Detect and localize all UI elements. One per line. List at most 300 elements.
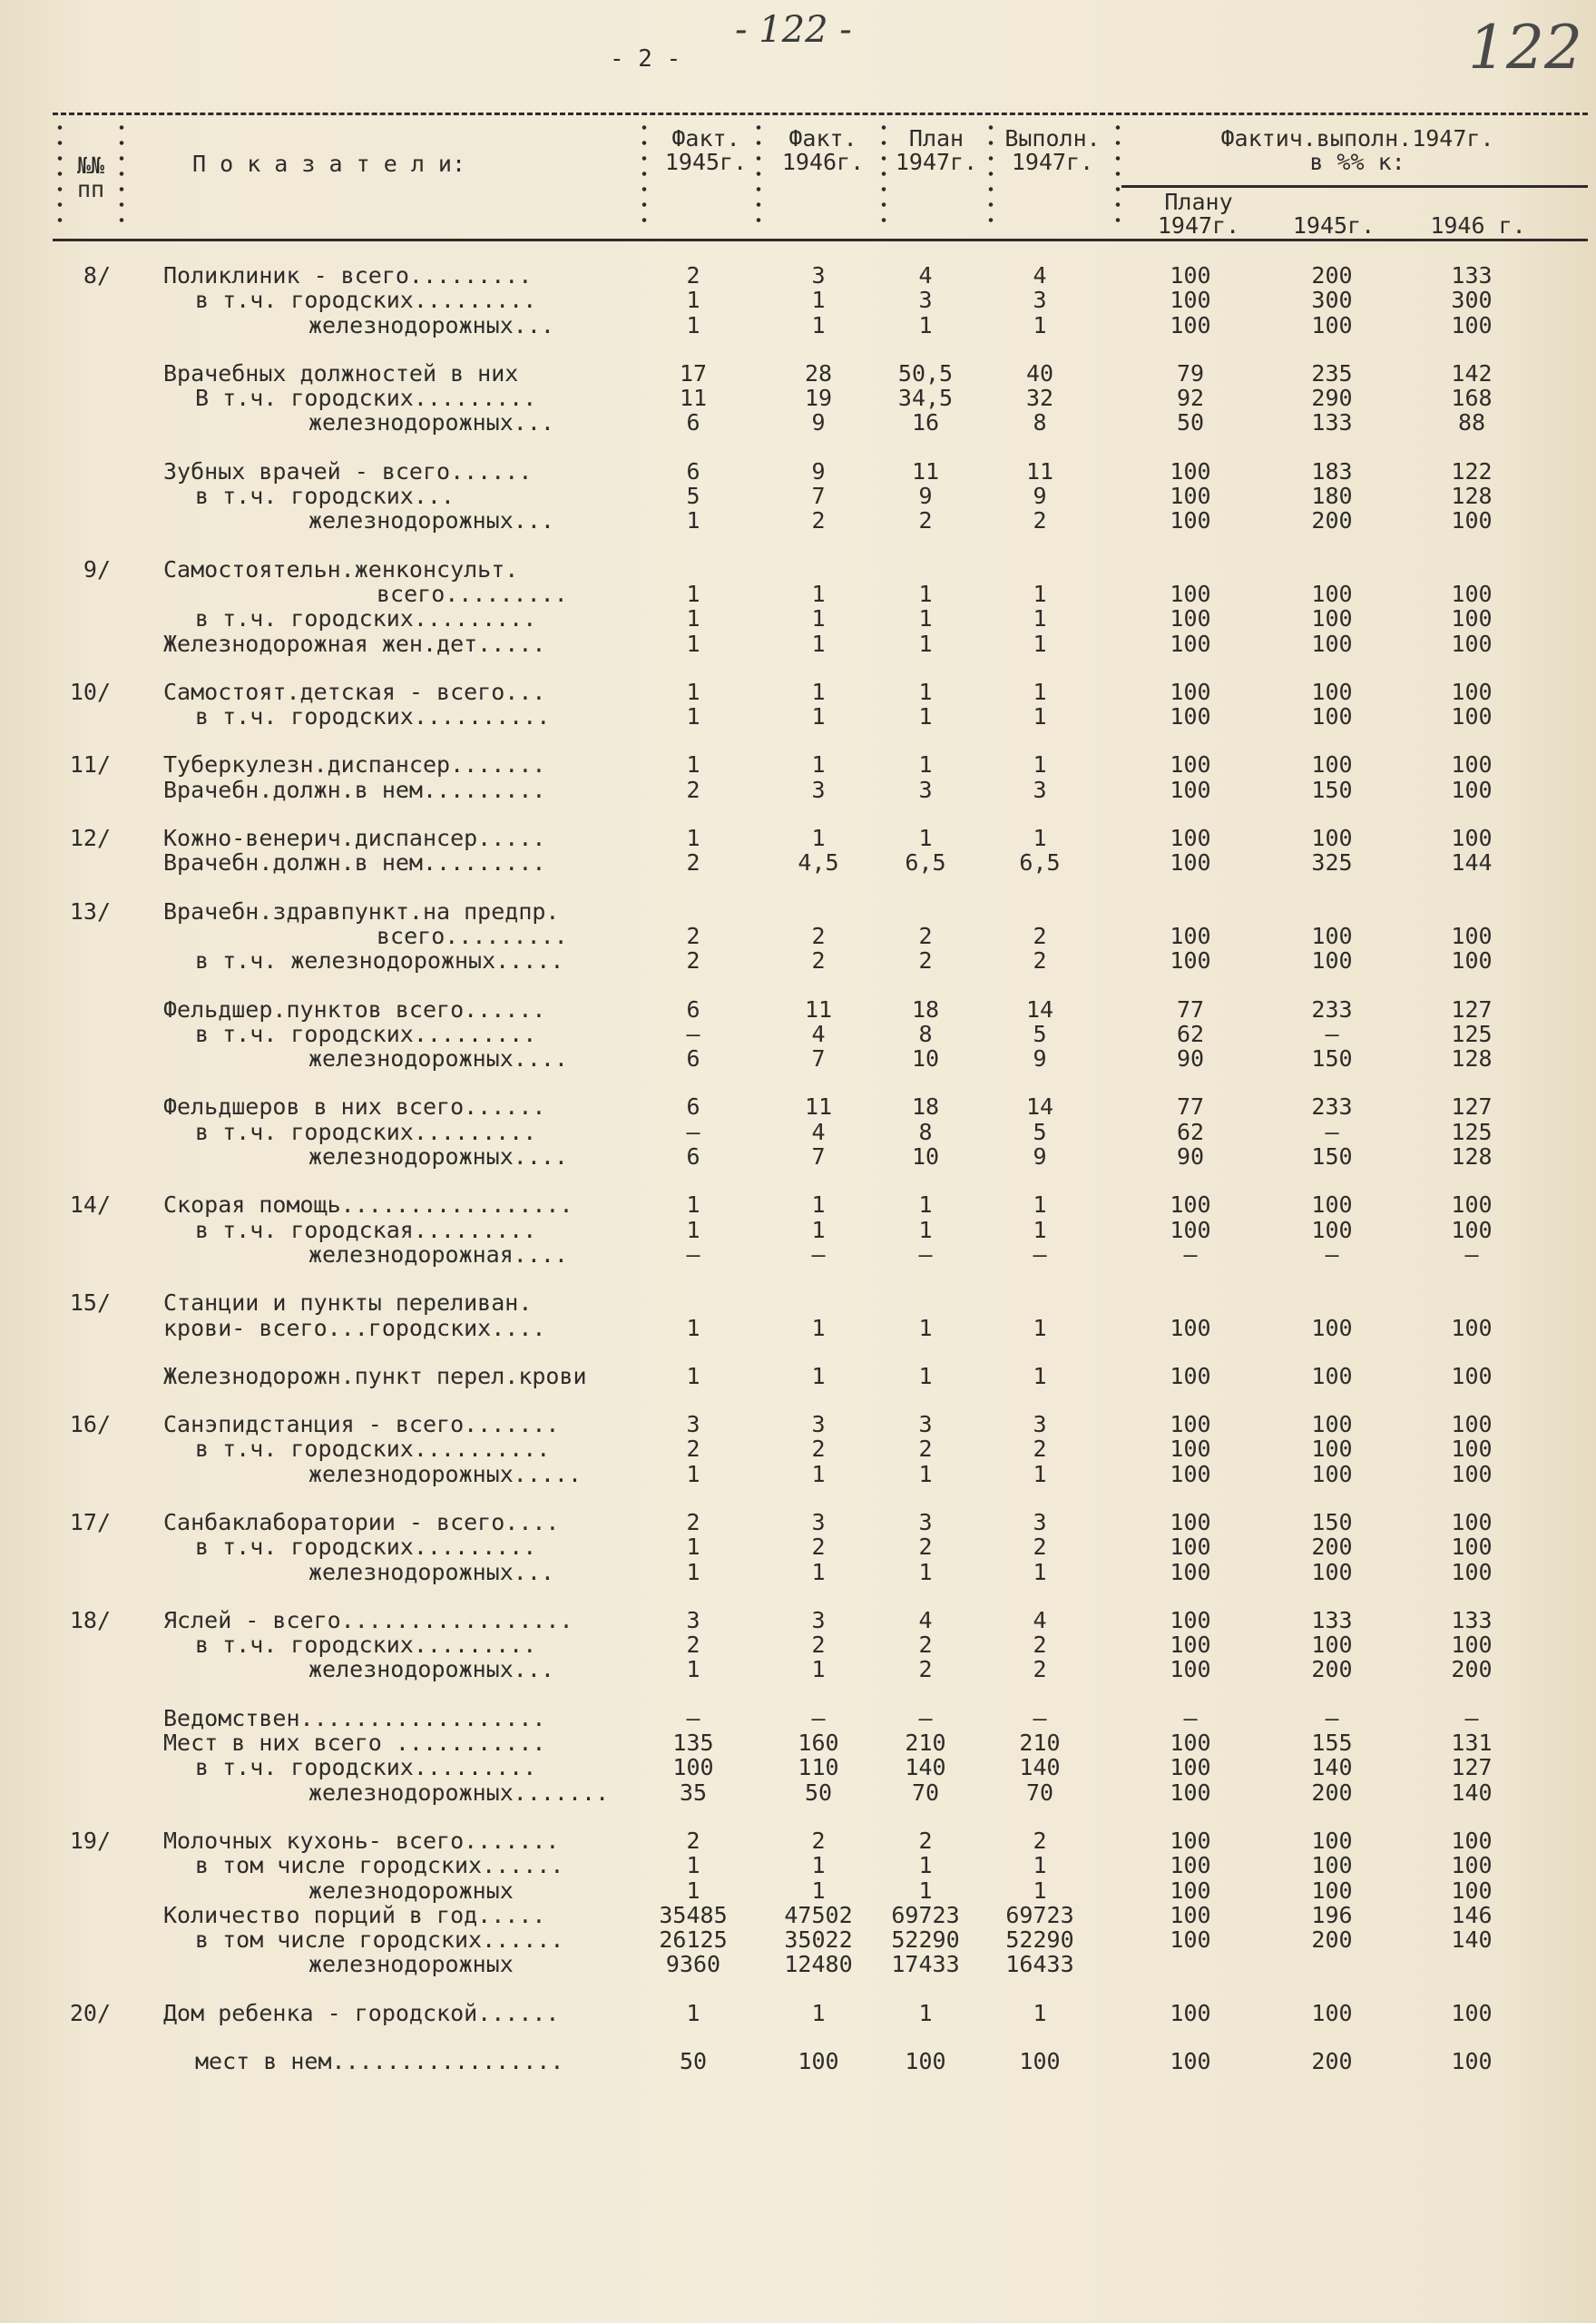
row-value: – bbox=[1033, 1704, 1047, 1731]
row-value: 5 bbox=[1033, 1118, 1047, 1145]
row-label: Санбаклаборатории - всего.... bbox=[163, 1508, 560, 1535]
row-value: 200 bbox=[1311, 2048, 1353, 2075]
table-row bbox=[0, 778, 1596, 802]
row-value: 1 bbox=[811, 1314, 826, 1341]
row-value: 100 bbox=[1311, 1191, 1353, 1219]
table-row bbox=[0, 899, 1596, 924]
row-value: 100 bbox=[1170, 1436, 1211, 1463]
row-value: 3 bbox=[811, 1606, 826, 1633]
row-value: 2 bbox=[686, 1508, 700, 1535]
row-value: 100 bbox=[1170, 580, 1211, 607]
row-value: 233 bbox=[1311, 995, 1353, 1023]
row-value: 100 bbox=[798, 2048, 839, 2075]
row-value: 100 bbox=[1170, 1411, 1211, 1438]
row-value: 200 bbox=[1311, 507, 1353, 534]
row-value: 100 bbox=[1170, 1314, 1211, 1341]
row-value: 6 bbox=[686, 457, 700, 485]
row-value: 1 bbox=[686, 605, 700, 632]
row-value: 100 bbox=[1311, 1558, 1353, 1585]
table-row bbox=[0, 1927, 1596, 1952]
row-value: 2 bbox=[918, 1436, 933, 1463]
row-value: 1 bbox=[1033, 825, 1047, 852]
row-number: 9/ bbox=[83, 555, 111, 583]
row-label: Железнодорожн.пункт перел.крови bbox=[163, 1362, 587, 1389]
row-label: Молочных кухонь- всего....... bbox=[163, 1827, 560, 1854]
row-value: 2 bbox=[686, 922, 700, 949]
row-value: 17 bbox=[679, 359, 708, 387]
row-value: 100 bbox=[1451, 751, 1493, 779]
row-value: 100 bbox=[1451, 1460, 1493, 1487]
row-value: – bbox=[1325, 1704, 1339, 1731]
row-label: железнодорожных bbox=[308, 1951, 514, 1978]
row-value: 140 bbox=[1019, 1754, 1061, 1781]
row-value: 100 bbox=[1170, 1606, 1211, 1633]
row-value: 2 bbox=[1033, 1656, 1047, 1683]
row-value: 70 bbox=[911, 1779, 940, 1806]
row-label: мест в нем................. bbox=[195, 2048, 564, 2075]
row-value: 200 bbox=[1451, 1656, 1493, 1683]
row-value: 34,5 bbox=[897, 385, 954, 412]
row-label: в т.ч. городских......... bbox=[195, 1632, 537, 1659]
row-value: – bbox=[811, 1704, 826, 1731]
header-percent-1946: 1946 г. bbox=[1430, 212, 1526, 239]
row-value: 100 bbox=[1451, 580, 1493, 607]
row-value: 1 bbox=[1033, 1362, 1047, 1389]
row-number: 12/ bbox=[69, 825, 111, 852]
row-value: 35 bbox=[679, 1779, 708, 1806]
row-value: 100 bbox=[1451, 605, 1493, 632]
row-spacer bbox=[0, 729, 1596, 752]
row-value: 70 bbox=[1025, 1779, 1054, 1806]
row-value: 200 bbox=[1311, 1656, 1353, 1683]
row-value: 4 bbox=[811, 1020, 826, 1047]
row-value: 6 bbox=[686, 995, 700, 1023]
row-value: 1 bbox=[811, 825, 826, 852]
row-value: 1 bbox=[811, 1460, 826, 1487]
row-value: – bbox=[686, 1118, 700, 1145]
row-value: 2 bbox=[686, 849, 700, 877]
row-value: 125 bbox=[1451, 1020, 1493, 1047]
row-number: 19/ bbox=[69, 1827, 111, 1854]
row-value: 1 bbox=[1033, 630, 1047, 657]
table-row bbox=[0, 680, 1596, 704]
table-row bbox=[0, 1853, 1596, 1877]
handwritten-page-number-corner: 122 bbox=[1468, 13, 1582, 83]
row-label: Железнодорожная жен.дет..... bbox=[163, 630, 546, 657]
row-label: в т.ч. городских.......... bbox=[195, 1436, 551, 1463]
row-value: 150 bbox=[1311, 776, 1353, 803]
row-value: 2 bbox=[918, 1534, 933, 1561]
row-value: 4 bbox=[918, 262, 933, 289]
table-row bbox=[0, 1462, 1596, 1486]
row-value: 100 bbox=[1451, 2048, 1493, 2075]
row-value: 6 bbox=[686, 409, 700, 436]
header-plan-1947: План 1947г. bbox=[895, 125, 978, 175]
row-value: 1 bbox=[686, 1656, 700, 1683]
row-value: 325 bbox=[1311, 849, 1353, 877]
table-row bbox=[0, 850, 1596, 875]
table-row bbox=[0, 2001, 1596, 2025]
row-value: 100 bbox=[1170, 1779, 1211, 1806]
row-number: 15/ bbox=[69, 1289, 111, 1317]
row-value: 52290 bbox=[1005, 1926, 1074, 1954]
header-done-1947: Выполн. 1947г. bbox=[1004, 125, 1101, 175]
row-value: 35485 bbox=[659, 1901, 728, 1928]
row-label: Фельдшер.пунктов всего...... bbox=[163, 995, 546, 1023]
table-row bbox=[0, 557, 1596, 582]
row-value: 1 bbox=[811, 1558, 826, 1585]
row-value: 127 bbox=[1451, 1754, 1493, 1781]
row-value: 1 bbox=[686, 287, 700, 314]
row-value: 90 bbox=[1176, 1143, 1205, 1171]
row-label: в том числе городских...... bbox=[195, 1852, 564, 1879]
table-row bbox=[0, 752, 1596, 777]
row-value: – bbox=[811, 1240, 826, 1268]
row-value: 131 bbox=[1451, 1730, 1493, 1757]
row-value: 28 bbox=[804, 359, 833, 387]
row-value: 100 bbox=[1311, 605, 1353, 632]
row-spacer bbox=[0, 802, 1596, 826]
row-value: 100 bbox=[1311, 1411, 1353, 1438]
row-value: – bbox=[1325, 1118, 1339, 1145]
row-label: В т.ч. городских......... bbox=[195, 385, 537, 412]
row-value: 6 bbox=[686, 1093, 700, 1121]
table-row bbox=[0, 948, 1596, 973]
row-value: 1 bbox=[918, 1191, 933, 1219]
table-row bbox=[0, 1144, 1596, 1169]
row-label: Фельдшеров в них всего...... bbox=[163, 1093, 546, 1121]
table-row bbox=[0, 924, 1596, 948]
row-value: 6 bbox=[686, 1045, 700, 1073]
table-row bbox=[0, 1952, 1596, 1976]
table-row bbox=[0, 410, 1596, 435]
row-value: 100 bbox=[1311, 1632, 1353, 1659]
row-value: 133 bbox=[1311, 409, 1353, 436]
row-value: 62 bbox=[1176, 1020, 1205, 1047]
row-value: 8 bbox=[1033, 409, 1047, 436]
table-row bbox=[0, 1510, 1596, 1534]
row-number: 13/ bbox=[69, 897, 111, 925]
row-value: 1 bbox=[686, 630, 700, 657]
row-value: 100 bbox=[1311, 825, 1353, 852]
row-value: – bbox=[918, 1240, 933, 1268]
row-label: железнодорожных.... bbox=[308, 1045, 568, 1073]
row-value: 4 bbox=[811, 1118, 826, 1145]
table-row bbox=[0, 1364, 1596, 1388]
row-value: 1 bbox=[918, 630, 933, 657]
row-value: 144 bbox=[1451, 849, 1493, 877]
row-value: 17433 bbox=[891, 1951, 960, 1978]
table-row bbox=[0, 361, 1596, 386]
row-spacer bbox=[0, 876, 1596, 899]
row-value: 92 bbox=[1176, 385, 1205, 412]
row-value: 8 bbox=[918, 1020, 933, 1047]
row-value: 1 bbox=[811, 678, 826, 705]
table-row bbox=[0, 1242, 1596, 1267]
row-value: 2 bbox=[1033, 507, 1047, 534]
row-spacer bbox=[0, 974, 1596, 997]
header-separator bbox=[56, 120, 64, 229]
row-value: 100 bbox=[1451, 1534, 1493, 1561]
row-value: 100 bbox=[1451, 1191, 1493, 1219]
row-number: 14/ bbox=[69, 1191, 111, 1219]
row-value: 1 bbox=[918, 703, 933, 730]
row-value: 4 bbox=[1033, 1606, 1047, 1633]
row-value: 3 bbox=[811, 776, 826, 803]
row-value: 200 bbox=[1311, 1779, 1353, 1806]
table-row bbox=[0, 459, 1596, 484]
row-value: 100 bbox=[672, 1754, 714, 1781]
row-label: в т.ч. городских......... bbox=[195, 1754, 537, 1781]
row-value: 1 bbox=[686, 1191, 700, 1219]
row-label: в т.ч. железнодорожных..... bbox=[195, 947, 564, 975]
header-separator bbox=[1114, 120, 1121, 229]
row-value: 100 bbox=[1170, 1216, 1211, 1243]
row-value: 1 bbox=[686, 1216, 700, 1243]
row-label: Количество порций в год..... bbox=[163, 1901, 546, 1928]
row-value: 146 bbox=[1451, 1901, 1493, 1928]
row-value: 1 bbox=[918, 825, 933, 852]
row-label: железнодорожных... bbox=[308, 1656, 554, 1683]
row-value: – bbox=[1464, 1704, 1479, 1731]
row-value: 1 bbox=[1033, 1314, 1047, 1341]
table-row bbox=[0, 1560, 1596, 1584]
row-value: 100 bbox=[1451, 1508, 1493, 1535]
row-value: 155 bbox=[1311, 1730, 1353, 1757]
row-value: 5 bbox=[686, 483, 700, 510]
row-label: в т.ч. городских.......... bbox=[195, 703, 551, 730]
row-value: 2 bbox=[1033, 947, 1047, 975]
row-value: 100 bbox=[1451, 507, 1493, 534]
row-label: Врачебн.должн.в нем......... bbox=[163, 776, 546, 803]
row-value: 100 bbox=[1170, 311, 1211, 338]
row-value: 100 bbox=[1451, 947, 1493, 975]
row-spacer bbox=[0, 1169, 1596, 1192]
row-value: 69723 bbox=[1005, 1901, 1074, 1928]
row-value: 3 bbox=[686, 1411, 700, 1438]
row-value: 1 bbox=[686, 1460, 700, 1487]
table-row bbox=[0, 1534, 1596, 1559]
table-row bbox=[0, 1706, 1596, 1730]
row-value: 69723 bbox=[891, 1901, 960, 1928]
row-value: 210 bbox=[905, 1730, 946, 1757]
table-row bbox=[0, 997, 1596, 1022]
row-value: 1 bbox=[686, 1852, 700, 1879]
row-value: 100 bbox=[1451, 776, 1493, 803]
row-value: 12480 bbox=[784, 1951, 853, 1978]
row-value: 2 bbox=[918, 922, 933, 949]
row-value: 100 bbox=[1311, 1460, 1353, 1487]
row-value: 110 bbox=[798, 1754, 839, 1781]
header-fact-1945: Факт. 1945г. bbox=[664, 125, 748, 175]
row-value: 128 bbox=[1451, 483, 1493, 510]
row-value: 9 bbox=[1033, 1045, 1047, 1073]
header-number-column: №№ пп bbox=[76, 152, 105, 202]
row-value: 1 bbox=[1033, 1460, 1047, 1487]
table-row bbox=[0, 1218, 1596, 1242]
row-value: 2 bbox=[918, 507, 933, 534]
row-value: 6,5 bbox=[905, 849, 946, 877]
table-row bbox=[0, 1316, 1596, 1340]
row-value: 7 bbox=[811, 1045, 826, 1073]
row-value: 210 bbox=[1019, 1730, 1061, 1757]
row-value: 1 bbox=[811, 1877, 826, 1904]
row-value: 2 bbox=[811, 1534, 826, 1561]
row-value: 1 bbox=[686, 1362, 700, 1389]
row-value: 2 bbox=[918, 947, 933, 975]
row-value: 100 bbox=[1451, 630, 1493, 657]
row-label: железнодорожных... bbox=[308, 507, 554, 534]
row-value: 1 bbox=[1033, 1877, 1047, 1904]
row-label: Станции и пункты переливан. bbox=[163, 1289, 533, 1317]
row-value: 1 bbox=[686, 507, 700, 534]
header-percent-group: Фактич.выполн.1947г. в %% к: bbox=[1220, 125, 1494, 175]
row-value: 1 bbox=[918, 1216, 933, 1243]
row-value: 3 bbox=[918, 776, 933, 803]
row-value: 1 bbox=[1033, 580, 1047, 607]
row-value: 100 bbox=[1170, 262, 1211, 289]
table-row bbox=[0, 1436, 1596, 1461]
row-value: 40 bbox=[1025, 359, 1054, 387]
table-row bbox=[0, 704, 1596, 729]
row-value: 100 bbox=[1170, 630, 1211, 657]
row-value: 4,5 bbox=[798, 849, 839, 877]
row-value: 100 bbox=[1170, 947, 1211, 975]
row-value: 100 bbox=[1451, 1877, 1493, 1904]
row-value: 2 bbox=[811, 507, 826, 534]
row-value: 1 bbox=[1033, 751, 1047, 779]
row-value: 1 bbox=[811, 751, 826, 779]
row-value: 100 bbox=[1451, 1558, 1493, 1585]
table-row bbox=[0, 484, 1596, 508]
row-value: 100 bbox=[1311, 1877, 1353, 1904]
row-value: 11 bbox=[911, 457, 940, 485]
row-value: 100 bbox=[1170, 1877, 1211, 1904]
row-label: Дом ребенка - городской...... bbox=[163, 1999, 560, 2026]
row-value: 1 bbox=[918, 1877, 933, 1904]
row-value: 100 bbox=[1170, 1191, 1211, 1219]
row-label: железнодорожных..... bbox=[308, 1460, 583, 1487]
row-value: 79 bbox=[1176, 359, 1205, 387]
row-value: 150 bbox=[1311, 1143, 1353, 1171]
table-row bbox=[0, 1780, 1596, 1805]
handwritten-page-number-top: - 122 - bbox=[735, 9, 852, 51]
row-value: 100 bbox=[1451, 1411, 1493, 1438]
row-value: 127 bbox=[1451, 995, 1493, 1023]
row-value: 1 bbox=[1033, 1558, 1047, 1585]
row-value: 135 bbox=[672, 1730, 714, 1757]
row-value: 133 bbox=[1451, 1606, 1493, 1633]
row-value: 100 bbox=[1311, 1999, 1353, 2026]
table-row bbox=[0, 1903, 1596, 1927]
row-value: 2 bbox=[918, 1827, 933, 1854]
row-value: 3 bbox=[811, 1508, 826, 1535]
row-label: Врачебных должностей в них bbox=[163, 359, 519, 387]
row-value: 6,5 bbox=[1019, 849, 1061, 877]
row-value: 1 bbox=[811, 1362, 826, 1389]
row-value: 100 bbox=[1311, 1852, 1353, 1879]
row-value: 1 bbox=[1033, 678, 1047, 705]
row-spacer bbox=[0, 1267, 1596, 1290]
row-value: 100 bbox=[1170, 1362, 1211, 1389]
row-value: 5 bbox=[1033, 1020, 1047, 1047]
row-spacer bbox=[0, 1977, 1596, 2001]
row-value: 50 bbox=[679, 2048, 708, 2075]
row-value: 1 bbox=[686, 1999, 700, 2026]
row-value: 100 bbox=[1170, 1926, 1211, 1954]
row-value: 100 bbox=[1451, 1436, 1493, 1463]
typed-page-number: - 2 - bbox=[610, 45, 681, 73]
row-value: 90 bbox=[1176, 1045, 1205, 1073]
row-value: 140 bbox=[1451, 1779, 1493, 1806]
row-value: 3 bbox=[686, 1606, 700, 1633]
row-value: 100 bbox=[1451, 1362, 1493, 1389]
row-value: 100 bbox=[1170, 507, 1211, 534]
row-value: 1 bbox=[918, 1999, 933, 2026]
row-label: железнодорожных... bbox=[308, 1558, 554, 1585]
header-separator bbox=[118, 120, 125, 229]
row-value: 32 bbox=[1025, 385, 1054, 412]
row-value: 9 bbox=[811, 457, 826, 485]
table-row bbox=[0, 1730, 1596, 1755]
row-value: 62 bbox=[1176, 1118, 1205, 1145]
row-value: 2 bbox=[811, 1632, 826, 1659]
row-label: в т.ч. городских... bbox=[195, 483, 455, 510]
row-value: 26125 bbox=[659, 1926, 728, 1954]
row-spacer bbox=[0, 656, 1596, 680]
row-value: 2 bbox=[686, 1632, 700, 1659]
row-value: 1 bbox=[1033, 311, 1047, 338]
table-row bbox=[0, 1046, 1596, 1071]
row-value: 100 bbox=[1311, 630, 1353, 657]
row-value: 196 bbox=[1311, 1901, 1353, 1928]
row-value: 35022 bbox=[784, 1926, 853, 1954]
row-value: 50 bbox=[1176, 409, 1205, 436]
row-value: 2 bbox=[1033, 1632, 1047, 1659]
row-spacer bbox=[0, 2025, 1596, 2049]
row-value: 11 bbox=[1025, 457, 1054, 485]
row-value: 1 bbox=[1033, 1999, 1047, 2026]
row-number: 17/ bbox=[69, 1508, 111, 1535]
row-value: 1 bbox=[918, 751, 933, 779]
table-row bbox=[0, 1878, 1596, 1903]
row-value: 16433 bbox=[1005, 1951, 1074, 1978]
row-value: 100 bbox=[1170, 922, 1211, 949]
table-row bbox=[0, 1632, 1596, 1657]
row-value: 150 bbox=[1311, 1045, 1353, 1073]
row-value: 100 bbox=[1451, 1216, 1493, 1243]
row-value: 300 bbox=[1451, 287, 1493, 314]
row-value: 1 bbox=[811, 1191, 826, 1219]
row-value: 1 bbox=[811, 1656, 826, 1683]
row-value: 160 bbox=[798, 1730, 839, 1757]
row-label: железнодорожных bbox=[308, 1877, 514, 1904]
row-value: 1 bbox=[686, 1558, 700, 1585]
row-value: 1 bbox=[686, 1534, 700, 1561]
row-value: 100 bbox=[1170, 751, 1211, 779]
row-value: 100 bbox=[1170, 1730, 1211, 1757]
row-label: Скорая помощь................. bbox=[163, 1191, 573, 1219]
row-label: всего......... bbox=[377, 580, 568, 607]
row-value: 100 bbox=[1451, 1827, 1493, 1854]
row-value: 1 bbox=[811, 311, 826, 338]
row-number: 18/ bbox=[69, 1606, 111, 1633]
row-label: в т.ч. городских......... bbox=[195, 1118, 537, 1145]
row-value: 7 bbox=[811, 483, 826, 510]
row-value: 11 bbox=[679, 385, 708, 412]
row-label: в т.ч. городских......... bbox=[195, 1534, 537, 1561]
table-row bbox=[0, 313, 1596, 338]
